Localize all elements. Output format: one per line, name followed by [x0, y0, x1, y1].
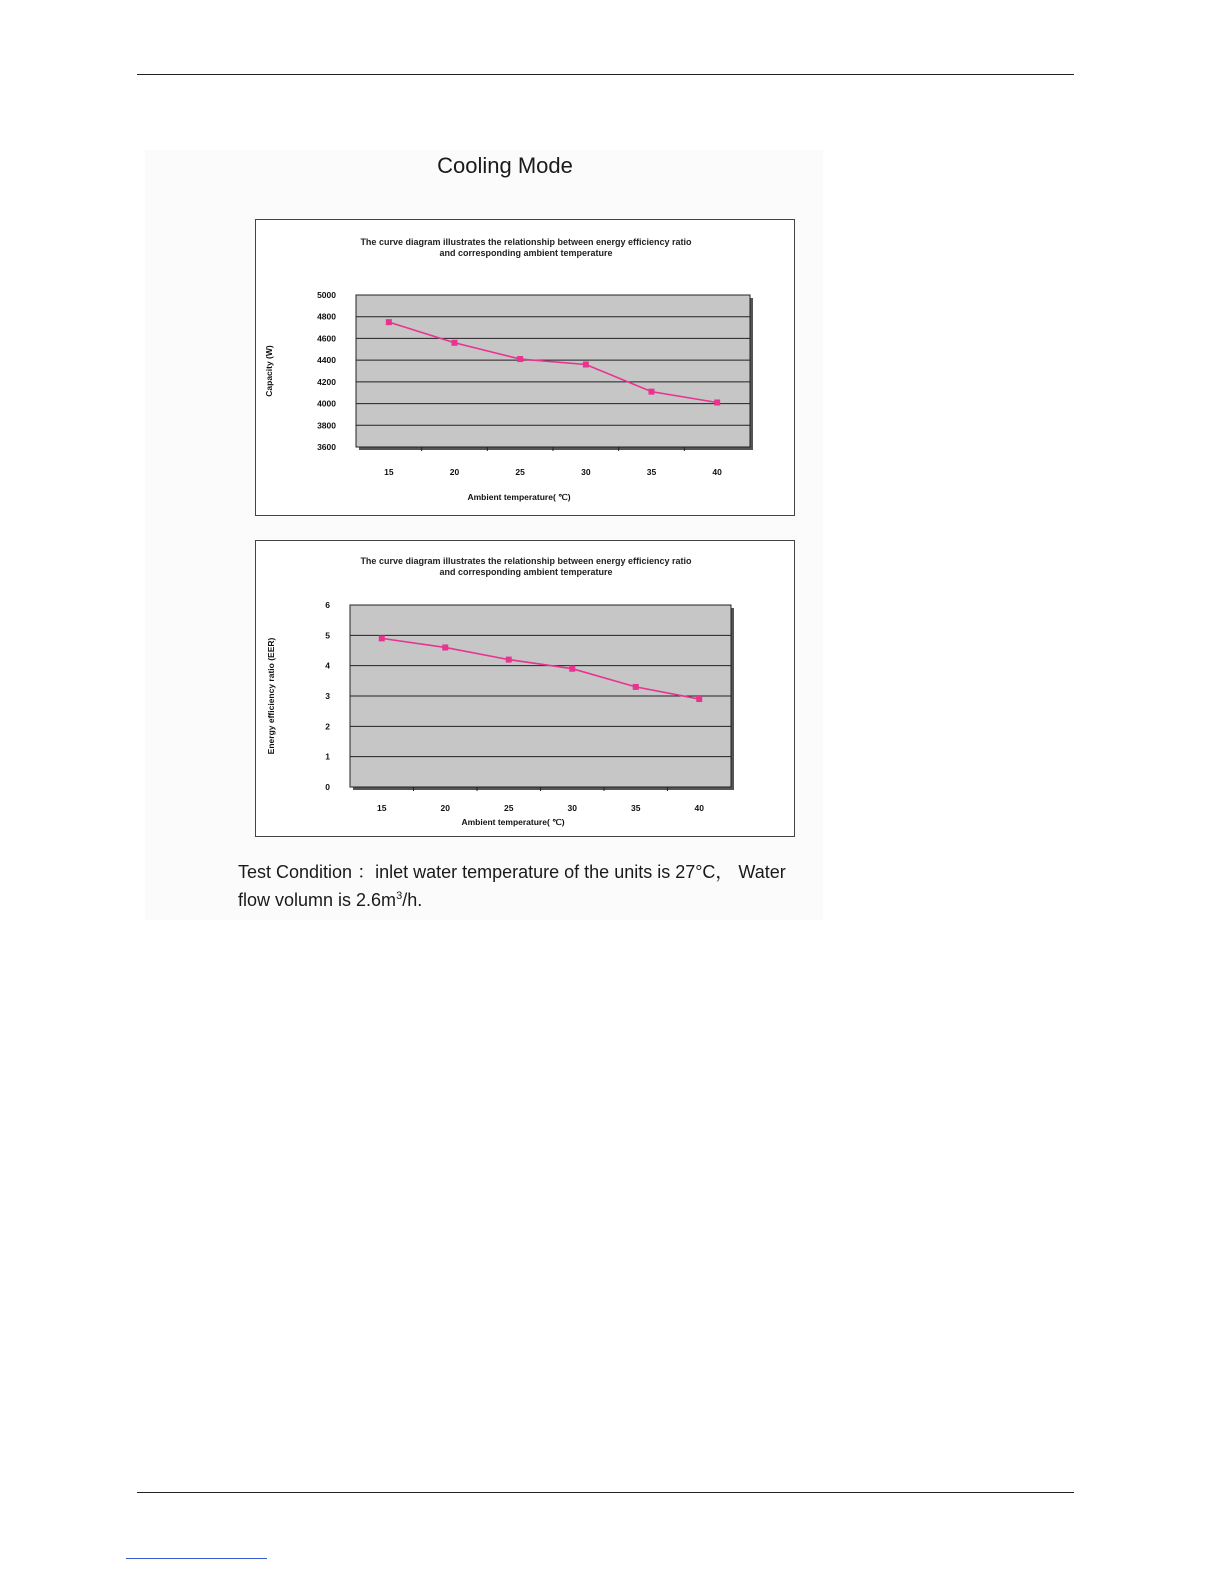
x-tick-label: 20 — [440, 803, 450, 813]
y-tick-label: 3600 — [317, 442, 336, 452]
y-tick-label: 4800 — [317, 311, 336, 322]
x-axis-label: Ambient temperature( ℃) — [467, 492, 571, 502]
flow-superscript: 3 — [396, 890, 403, 902]
y-tick-label: 4600 — [317, 333, 336, 344]
capacity-chart — [255, 219, 795, 516]
x-tick-label: 35 — [631, 803, 641, 813]
y-tick-label: 4000 — [317, 398, 336, 409]
y-tick-label: 3800 — [317, 420, 336, 431]
y-tick-label: 4400 — [317, 355, 336, 366]
data-point — [379, 635, 385, 641]
x-tick-label: 15 — [377, 803, 387, 813]
data-point — [569, 666, 575, 672]
data-point — [714, 399, 720, 405]
y-tick-label: 5 — [325, 630, 330, 641]
data-point — [506, 657, 512, 663]
x-tick-label: 30 — [581, 467, 591, 477]
eer-chart — [255, 540, 795, 837]
data-point — [633, 684, 639, 690]
y-tick-label: 6 — [325, 600, 330, 610]
flow-text: flow volumn is 2.6m — [238, 890, 397, 910]
y-tick-label: 3 — [325, 691, 330, 701]
chart-title-line2: and corresponding ambient temperature — [439, 248, 613, 258]
test-condition-line2 — [238, 884, 838, 912]
chart-title-line1: The curve diagram illustrates the relationship between energy efficiency ratio — [360, 556, 692, 566]
x-tick-label: 40 — [694, 803, 704, 813]
x-tick-label: 30 — [567, 803, 577, 813]
y-tick-label: 0 — [325, 782, 330, 792]
data-point — [696, 696, 702, 702]
x-tick-label: 40 — [712, 467, 722, 477]
test-condition-line1: Test Condition ：inlet water temperature of the units is 27°C， Water — [238, 862, 786, 882]
y-tick-label: 5000 — [317, 290, 336, 300]
footer-rule — [137, 1492, 1074, 1493]
test-condition-note — [238, 860, 838, 912]
eer-chart-plot — [256, 541, 796, 838]
y-tick-label: 1 — [325, 751, 330, 762]
data-point — [517, 356, 523, 362]
header-rule — [137, 74, 1074, 75]
data-point — [386, 319, 392, 325]
y-tick-label: 2 — [325, 721, 330, 732]
data-point — [452, 340, 458, 346]
x-tick-label: 15 — [384, 467, 394, 477]
flow-unit: /h. — [402, 890, 423, 910]
y-tick-label: 4 — [325, 660, 330, 671]
y-tick-label: 4200 — [317, 376, 336, 387]
data-point — [583, 361, 589, 367]
x-tick-label: 20 — [449, 467, 460, 477]
capacity-chart-plot — [256, 220, 796, 517]
y-axis-label: Energy efficiency ratio (EER) — [266, 637, 276, 755]
x-tick-label: 35 — [646, 467, 657, 477]
chart-title-line2: and corresponding ambient temperature — [439, 567, 613, 577]
section-title: Cooling Mode — [437, 153, 573, 178]
footer-link-underline — [126, 1558, 267, 1559]
plot-area — [356, 295, 750, 447]
data-point — [649, 389, 655, 395]
y-axis-label: Capacity (W) — [264, 345, 274, 397]
x-axis-label: Ambient temperature( ℃) — [461, 817, 565, 827]
chart-title-line1: The curve diagram illustrates the relationship between energy efficiency ratio — [360, 237, 692, 247]
x-tick-label: 25 — [504, 803, 514, 813]
data-point — [442, 644, 448, 650]
x-tick-label: 25 — [515, 467, 525, 477]
